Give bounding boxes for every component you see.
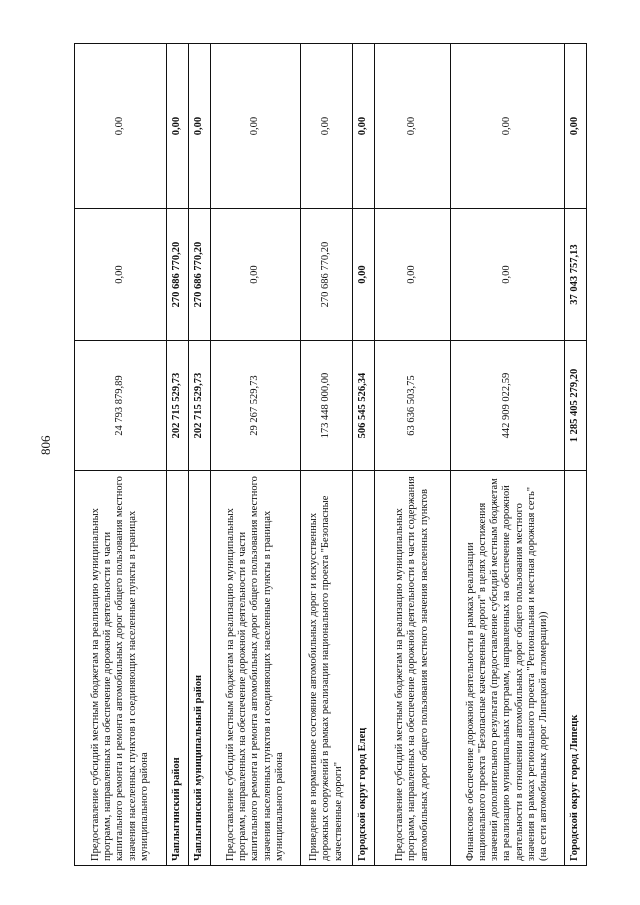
row-value-1: 1 285 405 279,20 [565,341,587,471]
row-value-1: 202 715 529,73 [167,341,189,471]
rotated-table-container [74,44,586,866]
row-description: Предоставление субсидий местным бюджетам на реализацию муниципальных программ, направленных на обеспечение дорожной деятельности в части капитального ремонта и ремонта автомобильных дорог общего пользования местного значения населенных пунктов и соединяющих населенные пункты в границах муниципального района [75,471,167,866]
row-value-3: 0,00 [565,44,587,209]
row-description: Приведение в нормативное состояние автомобильных дорог и искусственных дорожных сооружений в рамках реализации национального проекта "Безопасные качественные дороги" [301,471,353,866]
table-row [353,44,375,866]
row-value-1: 173 448 000,00 [301,341,353,471]
row-value-3: 0,00 [451,44,565,209]
table-row [211,44,301,866]
table-row [75,44,167,866]
row-value-1: 506 545 526,34 [353,341,375,471]
table-row [189,44,211,866]
row-value-1: 24 793 879,89 [75,341,167,471]
row-value-2: 270 686 770,20 [301,209,353,341]
row-description: Городской округ город Елец [353,471,375,866]
row-value-3: 0,00 [375,44,451,209]
page-number: 806 [38,435,53,455]
row-value-1: 202 715 529,73 [189,341,211,471]
table-row [167,44,189,866]
table-row [375,44,451,866]
table-row [301,44,353,866]
row-description: Чаплыгинский район [167,471,189,866]
row-description: Финансовое обеспечение дорожной деятельности в рамках реализации национального проекта "Безопасные качественные дороги" в целях достижения значений дополнительного результата (предоставление субсидий местным бюджетам на реализацию муниципальных программ, направленных на обеспечение дорожной деятельности в отношении автомобильных дорог общего пользования местного значения в рамках регионального проекта "Региональная и местная дорожная сеть" (на сети автомобильных дорог Липецкой агломерации)) [451,471,565,866]
row-value-3: 0,00 [301,44,353,209]
row-value-1: 29 267 529,73 [211,341,301,471]
row-value-1: 442 909 022,59 [451,341,565,471]
row-value-3: 0,00 [353,44,375,209]
budget-table [74,43,587,866]
row-description: Предоставление субсидий местным бюджетам на реализацию муниципальных программ, направленных на обеспечение дорожной деятельности в части капитального ремонта и ремонта автомобильных дорог общего пользования местного значения населенных пунктов и соединяющих населенные пункты в границах муниципального района [211,471,301,866]
row-value-2: 0,00 [211,209,301,341]
row-value-3: 0,00 [75,44,167,209]
row-value-1: 63 636 503,75 [375,341,451,471]
row-value-2: 270 686 770,20 [167,209,189,341]
row-description: Городской округ город Липецк [565,471,587,866]
row-value-2: 37 043 757,13 [565,209,587,341]
row-value-2: 0,00 [353,209,375,341]
row-value-2: 270 686 770,20 [189,209,211,341]
row-value-3: 0,00 [189,44,211,209]
row-value-2: 0,00 [375,209,451,341]
row-value-3: 0,00 [211,44,301,209]
row-value-2: 0,00 [451,209,565,341]
row-description: Предоставление субсидий местным бюджетам на реализацию муниципальных программ, направленных на обеспечение дорожной деятельности в части содержания автомобильных дорог общего пользования местного значения населенных пунктов [375,471,451,866]
table-row [451,44,565,866]
row-value-3: 0,00 [167,44,189,209]
row-value-2: 0,00 [75,209,167,341]
row-description: Чаплыгинский муниципальный район [189,471,211,866]
table-row [565,44,587,866]
